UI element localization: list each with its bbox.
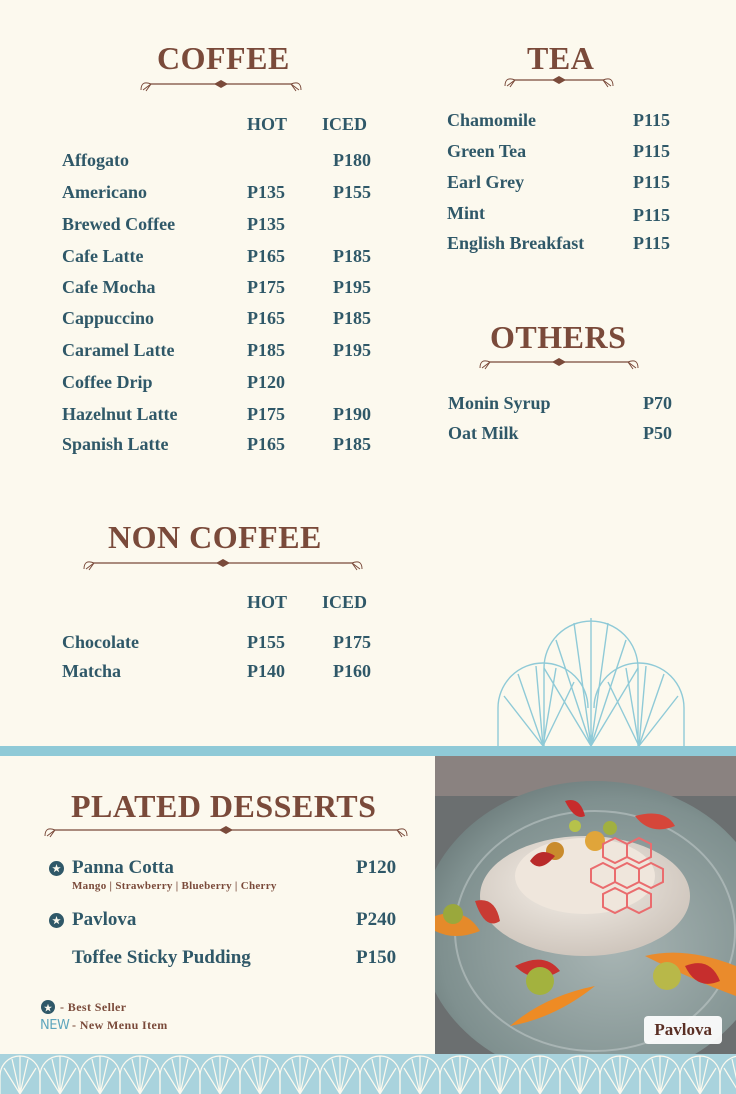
footer-fan-icon	[480, 1056, 520, 1094]
footer-fan-icon	[360, 1056, 400, 1094]
coffee-item-iced-price: P185	[333, 246, 371, 266]
tea-item-price: P115	[633, 172, 671, 192]
legend-new-badge: NEW	[40, 1018, 70, 1033]
coffee-item-iced-price: P190	[333, 404, 371, 424]
coffee-item-name: Affogato	[62, 150, 129, 170]
footer-fan-icon	[320, 1056, 360, 1094]
tea-item-name: Earl Grey	[447, 172, 525, 192]
footer-fan-icon	[600, 1056, 640, 1094]
tea-divider	[503, 72, 615, 90]
footer-fan-icon	[680, 1056, 720, 1094]
others-divider	[478, 354, 640, 372]
coffee-item-iced-price: P195	[333, 340, 371, 360]
footer-fan-icon	[440, 1056, 480, 1094]
non-coffee-item-hot-price: P140	[247, 661, 285, 681]
coffee-item-hot-price: P135	[247, 214, 285, 234]
coffee-item-name: Americano	[62, 182, 147, 202]
footer-fan-icon	[400, 1056, 440, 1094]
coffee-item-hot-price: P120	[247, 372, 285, 392]
footer-fan-icon	[40, 1056, 80, 1094]
dessert-name: Panna Cotta	[72, 857, 174, 878]
non-coffee-item-name: Matcha	[62, 661, 121, 681]
fan-ornament	[496, 608, 686, 748]
tea-item-price: P115	[633, 205, 671, 225]
tea-item-price: P115	[633, 110, 671, 130]
footer-fan-icon	[280, 1056, 320, 1094]
photo-caption: Pavlova	[644, 1016, 722, 1044]
section-divider-bar	[0, 746, 736, 756]
coffee-item-iced-price: P180	[333, 150, 371, 170]
pavlova-photo	[435, 756, 736, 1058]
legend-best-seller: - Best Seller	[60, 1000, 127, 1014]
coffee-item-iced-price: P155	[333, 182, 371, 202]
dessert-price: P240	[356, 909, 397, 930]
footer-fan-icon	[640, 1056, 680, 1094]
coffee-item-iced-price: P195	[333, 277, 371, 297]
footer-fan-icon	[200, 1056, 240, 1094]
coffee-item-hot-price: P165	[247, 308, 285, 328]
footer-pattern-band	[0, 1054, 736, 1094]
coffee-item-iced-price: P185	[333, 308, 371, 328]
coffee-item-hot-price: P165	[247, 434, 285, 454]
coffee-item-name: Brewed Coffee	[62, 214, 176, 234]
legend-new-item: - New Menu Item	[72, 1018, 168, 1032]
others-item-price: P50	[643, 423, 672, 443]
footer-fan-icon	[0, 1056, 40, 1094]
non-coffee-title: NON COFFEE	[108, 519, 322, 555]
footer-fan-icon	[160, 1056, 200, 1094]
tea-item-name: Chamomile	[447, 110, 536, 130]
others-item-name: Oat Milk	[448, 423, 519, 443]
dessert-price: P150	[356, 947, 397, 968]
non-coffee-item-iced-price: P175	[333, 632, 371, 652]
coffee-divider	[139, 76, 303, 94]
tea-title: TEA	[527, 40, 595, 76]
non-coffee-divider	[82, 555, 364, 573]
coffee-item-hot-price: P175	[247, 404, 285, 424]
desserts-divider	[43, 822, 409, 840]
coffee-item-hot-price: P175	[247, 277, 285, 297]
others-item-name: Monin Syrup	[448, 393, 551, 413]
legend-star-icon	[41, 1000, 55, 1014]
coffee-item-hot-price: P185	[247, 340, 285, 360]
tea-item-price: P115	[633, 141, 671, 161]
footer-fan-icon	[80, 1056, 120, 1094]
coffee-item-iced-price: P185	[333, 434, 371, 454]
footer-fan-icon	[120, 1056, 160, 1094]
desserts-title: PLATED DESSERTS	[71, 788, 377, 824]
non-coffee-iced-header: ICED	[322, 592, 368, 612]
footer-fan-icon	[720, 1056, 736, 1094]
dessert-price: P120	[356, 857, 397, 878]
coffee-item-name: Caramel Latte	[62, 340, 175, 360]
coffee-item-name: Cappuccino	[62, 308, 155, 328]
coffee-hot-header: HOT	[247, 114, 288, 134]
coffee-item-name: Coffee Drip	[62, 372, 153, 392]
tea-item-name: Mint	[447, 203, 485, 223]
best-seller-star-icon	[49, 913, 64, 928]
coffee-item-name: Cafe Latte	[62, 246, 144, 266]
non-coffee-item-name: Chocolate	[62, 632, 139, 652]
footer-fan-icon	[560, 1056, 600, 1094]
best-seller-star-icon	[49, 861, 64, 876]
non-coffee-hot-header: HOT	[247, 592, 288, 612]
coffee-iced-header: ICED	[322, 114, 368, 134]
others-title: OTHERS	[490, 319, 627, 355]
coffee-item-name: Hazelnut Latte	[62, 404, 178, 424]
dessert-name: Toffee Sticky Pudding	[72, 947, 251, 968]
footer-fan-icon	[520, 1056, 560, 1094]
coffee-item-hot-price: P135	[247, 182, 285, 202]
coffee-item-name: Spanish Latte	[62, 434, 169, 454]
non-coffee-item-iced-price: P160	[333, 661, 371, 681]
coffee-item-name: Cafe Mocha	[62, 277, 156, 297]
tea-item-price: P115	[633, 233, 671, 253]
footer-fan-icon	[240, 1056, 280, 1094]
coffee-title: COFFEE	[157, 40, 290, 76]
tea-item-name: English Breakfast	[447, 233, 585, 253]
dessert-flavors: Mango | Strawberry | Blueberry | Cherry	[72, 880, 277, 892]
tea-item-name: Green Tea	[447, 141, 527, 161]
coffee-item-hot-price: P165	[247, 246, 285, 266]
dessert-name: Pavlova	[72, 909, 137, 930]
others-item-price: P70	[643, 393, 672, 413]
non-coffee-item-hot-price: P155	[247, 632, 285, 652]
